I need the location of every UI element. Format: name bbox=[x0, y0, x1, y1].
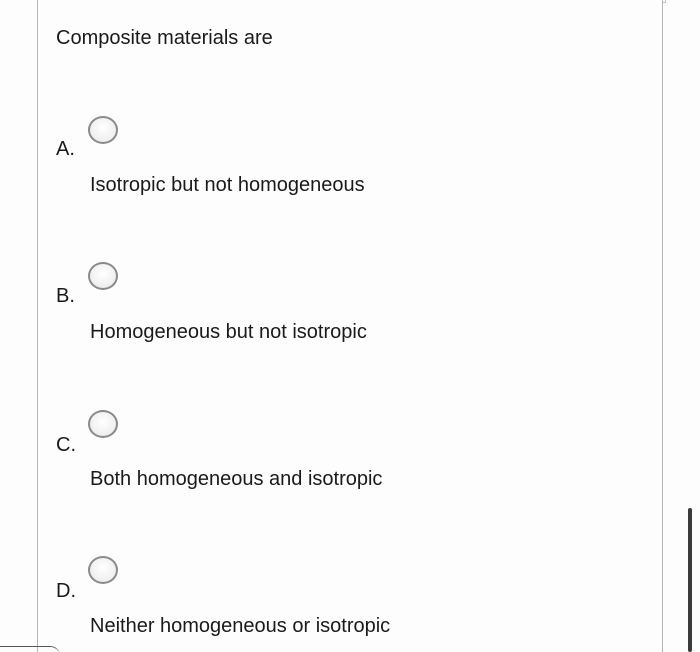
option-letter-a: A. bbox=[56, 138, 75, 160]
option-letter-c: C. bbox=[56, 434, 76, 456]
radio-option-b[interactable] bbox=[88, 262, 118, 290]
vertical-scrollbar[interactable] bbox=[688, 508, 692, 652]
option-text-b[interactable]: Homogeneous but not isotropic bbox=[90, 321, 367, 343]
option-letter-d: D. bbox=[56, 580, 76, 602]
radio-option-a[interactable] bbox=[88, 116, 118, 144]
bottom-panel-edge bbox=[0, 646, 60, 652]
radio-option-d[interactable] bbox=[88, 556, 118, 584]
option-letter-b: B. bbox=[56, 285, 75, 307]
option-text-c[interactable]: Both homogeneous and isotropic bbox=[90, 468, 383, 490]
question-text: Composite materials are bbox=[56, 27, 273, 49]
option-text-d[interactable]: Neither homogeneous or isotropic bbox=[90, 615, 391, 637]
radio-option-c[interactable] bbox=[88, 410, 118, 438]
option-text-a[interactable]: Isotropic but not homogeneous bbox=[90, 174, 365, 196]
